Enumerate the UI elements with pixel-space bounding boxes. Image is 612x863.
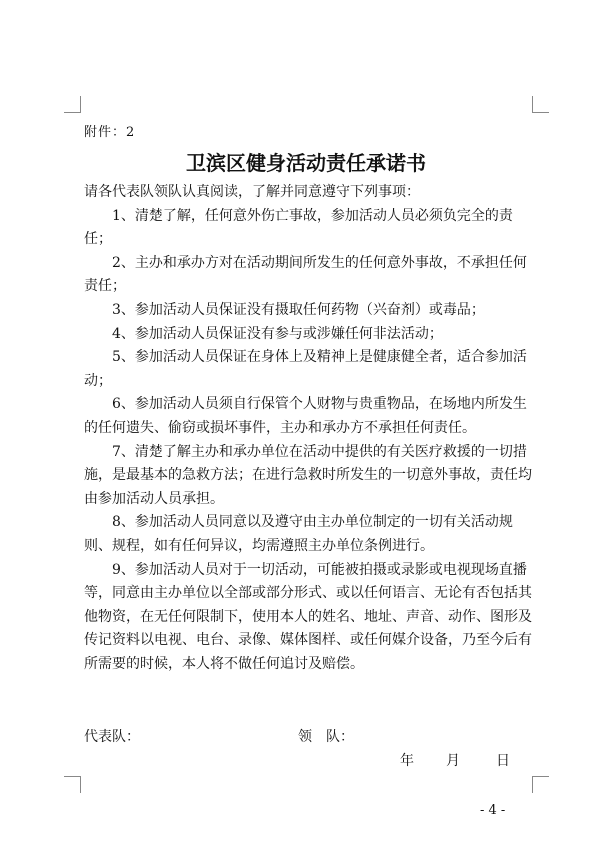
crop-mark-top-left bbox=[64, 96, 81, 113]
document-body bbox=[84, 181, 536, 676]
clause-5: 5、参加活动人员保证在身体上及精神上是健康健全者，适合参加活动； bbox=[84, 349, 527, 389]
signature-block bbox=[84, 726, 536, 770]
clause-4: 4、参加活动人员保证没有参与或涉嫌任何非法活动； bbox=[112, 325, 443, 342]
year-label: 年 bbox=[400, 753, 414, 769]
clause-6: 6、参加活动人员须自行保管个人财物与贵重物品，在场地内所发生的任何遗失、偷窃或损坏事件，主办和承办方不承担任何责任。 bbox=[84, 396, 527, 436]
clause-2: 2、主办和承办方对在活动期间所发生的任何意外事故，不承担任何责任； bbox=[84, 254, 527, 295]
clause-3: 3、参加活动人员保证没有摄取任何药物（兴奋剂）或毒品； bbox=[112, 301, 485, 318]
clause-9: 9、参加活动人员对于一切活动，可能被拍摄或录影或电视现场直播等，同意由主办单位以全部或部分形式、或以任何语言、无论有否包括其他物资，在无任何限制下，使用本人的姓名、地址、声音、动作、图形及传记资料以电视、电台、录像、媒体图样、或任何媒介设备，乃至今后有所需要的时候，本人将不做任何追讨及赔偿。 bbox=[84, 561, 532, 672]
attachment-label: 附件：2 bbox=[84, 125, 136, 140]
clause-8: 8、参加活动人员同意以及遵守由主办单位制定的一切有关活动规则、规程，如有任何异议，均需遵照主办单位条例进行。 bbox=[84, 514, 513, 554]
day-label: 日 bbox=[496, 753, 510, 769]
page-number: - 4 - bbox=[480, 803, 506, 818]
month-label: 月 bbox=[446, 753, 460, 769]
clause-7: 7、清楚了解主办和承办单位在活动中提供的有关医疗救援的一切措施，是最基本的急救方法；在进行急救时所发生的一切意外事故，责任均由参加活动人员承担。 bbox=[84, 443, 532, 507]
clause-1: 1、清楚了解，任何意外伤亡事故，参加活动人员必须负完全的责任； bbox=[84, 207, 513, 248]
intro-paragraph: 请各代表队领队认真阅读，了解并同意遵守下列事项： bbox=[84, 184, 420, 200]
document-title: 卫滨区健身活动责任承诺书 bbox=[186, 151, 426, 175]
team-label: 代表队： bbox=[84, 729, 140, 745]
crop-mark-bottom-left bbox=[64, 776, 81, 793]
crop-mark-top-right bbox=[532, 96, 549, 113]
crop-mark-bottom-right bbox=[532, 776, 549, 793]
leader-label: 领 队： bbox=[298, 729, 354, 745]
